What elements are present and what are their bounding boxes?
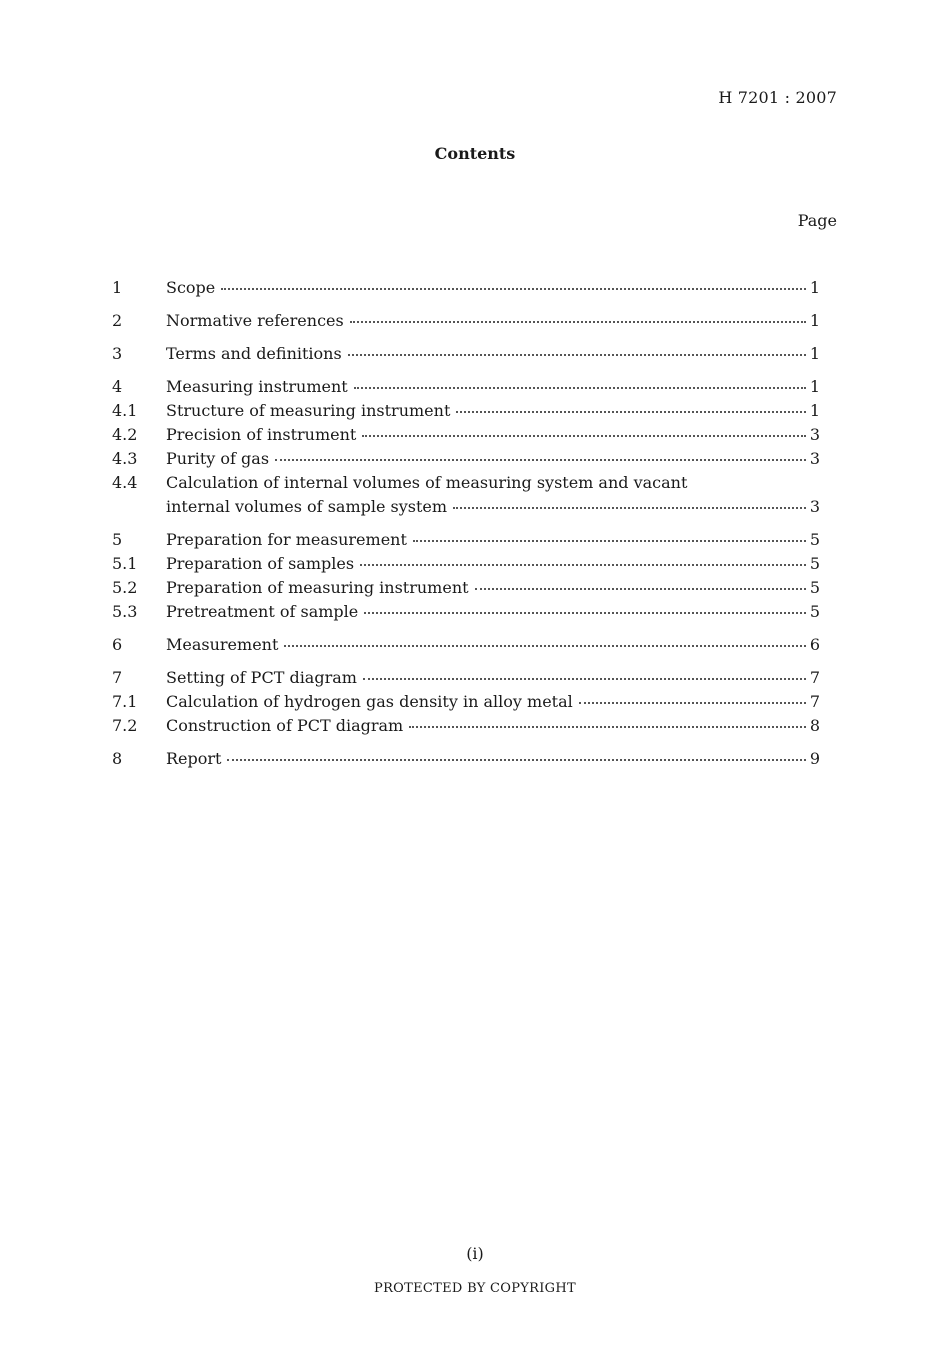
- toc-entry-title: Scope: [166, 278, 216, 297]
- toc-entry-number: 5: [112, 530, 123, 549]
- toc-group: [112, 276, 820, 300]
- toc-entry-page: 3: [809, 425, 820, 444]
- toc-entry-title: Structure of measuring instrument: [166, 401, 451, 420]
- toc-entry-title: Terms and definitions: [166, 344, 342, 363]
- dot-leader: [364, 612, 806, 614]
- dot-leader: [453, 507, 806, 509]
- toc-entry-page: 5: [809, 530, 820, 549]
- copyright-notice: PROTECTED BY COPYRIGHT: [374, 1281, 576, 1296]
- table-of-contents: [112, 276, 820, 780]
- page-number: (i): [466, 1244, 484, 1263]
- toc-entry-title: Precision of instrument: [166, 425, 357, 444]
- dot-leader: [350, 321, 806, 323]
- toc-entry-title: Preparation of samples: [166, 554, 355, 573]
- toc-entry-page: 3: [809, 449, 820, 468]
- toc-entry-page: 1: [809, 401, 820, 420]
- toc-entry-number: 1: [112, 278, 123, 297]
- toc-entry-number: 6: [112, 635, 123, 654]
- toc-entry[interactable]: [112, 666, 820, 690]
- toc-entry-number: 7.1: [112, 692, 138, 711]
- toc-entry[interactable]: [112, 495, 820, 519]
- dot-leader: [456, 411, 805, 413]
- toc-entry-title: Measuring instrument: [166, 377, 348, 396]
- toc-entry-page: 5: [809, 578, 820, 597]
- toc-entry-title: Calculation of internal volumes of measuring system and vacant: [166, 473, 688, 492]
- toc-entry-number: 5.2: [112, 578, 138, 597]
- toc-entry-page: 1: [809, 311, 820, 330]
- toc-entry-number: 5.1: [112, 554, 138, 573]
- dot-leader: [363, 678, 806, 680]
- toc-group: [112, 342, 820, 366]
- toc-entry-title: internal volumes of sample system: [166, 497, 448, 516]
- toc-entry-number: 7: [112, 668, 123, 687]
- document-id: H 7201 : 2007: [718, 88, 837, 107]
- toc-entry-title: Preparation for measurement: [166, 530, 407, 549]
- toc-entry[interactable]: [112, 690, 820, 714]
- toc-entry-title: Construction of PCT diagram: [166, 716, 404, 735]
- toc-entry-page: 1: [809, 344, 820, 363]
- toc-entry[interactable]: [112, 375, 820, 399]
- dot-leader: [284, 645, 805, 647]
- toc-entry-page: 9: [809, 749, 820, 768]
- toc-entry[interactable]: [112, 342, 820, 366]
- toc-group: [112, 528, 820, 624]
- dot-leader: [579, 702, 806, 704]
- toc-entry-title: Preparation of measuring instrument: [166, 578, 469, 597]
- toc-entry[interactable]: [112, 600, 820, 624]
- toc-entry-number: 7.2: [112, 716, 138, 735]
- dot-leader: [409, 726, 806, 728]
- toc-entry[interactable]: [112, 471, 820, 495]
- dot-leader: [354, 387, 806, 389]
- toc-entry[interactable]: [112, 399, 820, 423]
- dot-leader: [275, 459, 806, 461]
- dot-leader: [360, 564, 806, 566]
- toc-entry-number: 4.1: [112, 401, 138, 420]
- toc-entry-number: 4: [112, 377, 123, 396]
- page-column-label: Page: [797, 211, 837, 230]
- toc-entry[interactable]: [112, 633, 820, 657]
- toc-entry[interactable]: [112, 423, 820, 447]
- toc-entry-page: 7: [809, 692, 820, 711]
- toc-entry-page: 6: [809, 635, 820, 654]
- toc-entry-number: 4.3: [112, 449, 138, 468]
- dot-leader: [413, 540, 806, 542]
- toc-group: [112, 375, 820, 519]
- toc-entry[interactable]: [112, 714, 820, 738]
- toc-entry-number: 5.3: [112, 602, 138, 621]
- toc-entry-page: 8: [809, 716, 820, 735]
- toc-group: [112, 633, 820, 657]
- toc-group: [112, 666, 820, 738]
- toc-entry-title: Report: [166, 749, 222, 768]
- toc-entry-title: Measurement: [166, 635, 279, 654]
- dot-leader: [348, 354, 806, 356]
- toc-entry[interactable]: [112, 447, 820, 471]
- toc-entry-page: 3: [809, 497, 820, 516]
- toc-entry-number: 3: [112, 344, 123, 363]
- toc-entry-number: 2: [112, 311, 123, 330]
- toc-group: [112, 309, 820, 333]
- toc-entry[interactable]: [112, 528, 820, 552]
- dot-leader: [475, 588, 806, 590]
- toc-entry-number: 4.2: [112, 425, 138, 444]
- toc-entry-page: 1: [809, 278, 820, 297]
- toc-entry-page: 1: [809, 377, 820, 396]
- toc-entry-title: Calculation of hydrogen gas density in alloy metal: [166, 692, 573, 711]
- toc-entry-title: Normative references: [166, 311, 344, 330]
- page-title: Contents: [434, 144, 516, 163]
- toc-entry-number: 8: [112, 749, 123, 768]
- toc-entry-page: 5: [809, 554, 820, 573]
- dot-leader: [227, 759, 805, 761]
- toc-group: [112, 747, 820, 771]
- toc-entry-title: Setting of PCT diagram: [166, 668, 357, 687]
- dot-leader: [221, 288, 806, 290]
- toc-entry-title: Purity of gas: [166, 449, 270, 468]
- toc-entry[interactable]: [112, 276, 820, 300]
- toc-entry-page: 5: [809, 602, 820, 621]
- dot-leader: [362, 435, 805, 437]
- toc-entry[interactable]: [112, 309, 820, 333]
- toc-entry-title: Pretreatment of sample: [166, 602, 359, 621]
- toc-entry-page: 7: [809, 668, 820, 687]
- toc-entry-number: 4.4: [112, 473, 138, 492]
- toc-entry[interactable]: [112, 576, 820, 600]
- toc-entry[interactable]: [112, 552, 820, 576]
- toc-entry[interactable]: [112, 747, 820, 771]
